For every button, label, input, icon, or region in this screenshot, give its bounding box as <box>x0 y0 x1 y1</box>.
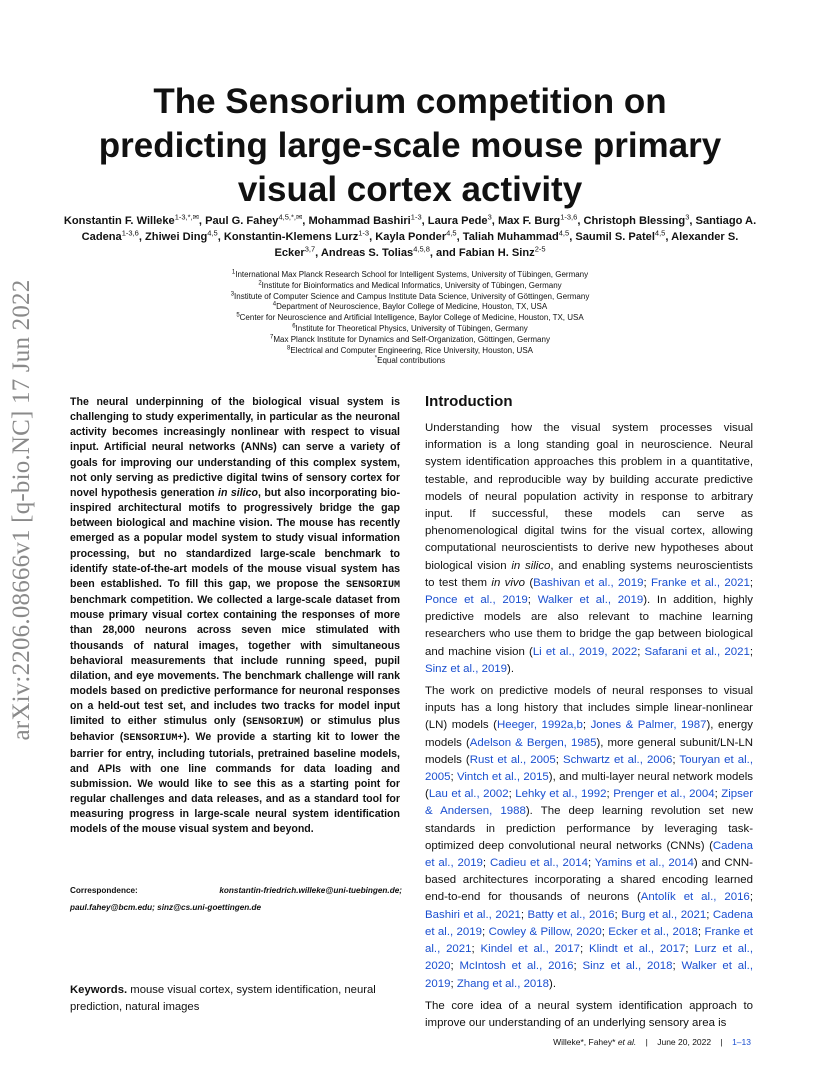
benchmark-name: SENSORIUM <box>246 717 301 729</box>
affiliation-text: Center for Neuroscience and Artificial Intelligence, Baylor College of Medicine, Houston, TX, USA <box>239 313 584 323</box>
text-run: ; <box>482 925 489 938</box>
author-affiliation-marks: 1-3 <box>358 228 370 238</box>
text-run: ( <box>525 576 534 589</box>
citation-link[interactable]: McIntosh et al., 2016 <box>459 960 574 973</box>
affiliation-text: Institute for Bioinformatics and Medical Informatics, University of Tübingen, Germany <box>261 280 562 290</box>
text-run: The core idea of a neural system identification approach to improve our understanding of an underlying sensory area is <box>425 999 753 1029</box>
citation-link[interactable]: Rust et al., 2005 <box>469 753 556 766</box>
footer-separator: | <box>645 1037 648 1047</box>
text-run: ; <box>672 753 680 766</box>
text-run: ; <box>450 771 457 784</box>
author-name: Christoph Blessing <box>583 215 686 227</box>
text-run: ; <box>471 943 481 956</box>
page-footer <box>553 1037 751 1047</box>
citation-link[interactable]: Antolík et al., 2016 <box>640 891 750 904</box>
text-run: ; <box>520 908 528 921</box>
affiliation-list <box>130 270 690 367</box>
affiliation-text: Electrical and Computer Engineering, Rice University, Houston, USA <box>290 345 533 355</box>
keywords-text: mouse visual cortex, system identification, neural prediction, natural images <box>70 984 376 1013</box>
author-name: Andreas S. Tolias <box>320 247 414 259</box>
text-run: ; <box>482 857 490 870</box>
author-affiliation-marks: 4,5 <box>558 228 570 238</box>
text-run: ). The deep learning revolution set new standards in prediction performance by leveraging task-optimized deep convolutional neural networks (CNNs) ( <box>425 805 754 852</box>
affiliation-item <box>130 324 690 335</box>
text-run: ; <box>714 788 722 801</box>
text-run: ; <box>582 719 591 732</box>
affiliation-item <box>130 346 690 357</box>
citation-link[interactable]: Jones & Palmer, 1987 <box>590 719 707 732</box>
text-run: ; <box>450 977 457 990</box>
citation-link[interactable]: Walker et al., 2019 <box>537 594 644 607</box>
text-run: The neural underpinning of the biological visual system is challenging to study experimentally, in particular as the neuronal activity becomes increasingly nonlinear with respect to visual input. Artificial neural networks (ANNs) can serve a variety of goals for improving our understanding of this complex system, not only serving as predictive digital twins of sensory cortex for novel hypothesis generation <box>70 396 400 499</box>
author-affiliation-marks: 1-3 <box>410 212 422 222</box>
italic-text: in silico <box>511 559 551 572</box>
text-run: ; <box>450 960 460 973</box>
affiliation-text: Institute for Theoretical Physics, University of Tübingen, Germany <box>295 323 528 333</box>
text-run: ), more general subunit/LN-LN models ( <box>425 736 754 766</box>
text-run: ; <box>749 645 753 658</box>
affiliation-number: 2 <box>258 280 262 287</box>
affiliation-item <box>130 335 690 346</box>
author-affiliation-marks: 4,5,8 <box>413 244 430 254</box>
affiliation-number: 8 <box>287 344 291 351</box>
affiliation-item <box>130 270 690 281</box>
text-run: ; <box>685 943 695 956</box>
affiliation-item <box>130 281 690 292</box>
citation-link[interactable]: Walker et al., 2019 <box>425 960 754 990</box>
author-affiliation-marks: 2-5 <box>534 244 546 254</box>
benchmark-name: SENSORIUM <box>345 579 400 591</box>
text-run: ; <box>749 576 754 589</box>
author-name: Konstantin-Klemens Lurz <box>223 231 359 243</box>
text-run: benchmark competition. We collected a large-scale dataset from mouse primary visual cortex containing the responses of more than 28,000 neurons across seven mice stimulated with thousands of natural images, together with simultaneous behavioral measurements that include running speed, pupil dilation, and eye movements. The benchmark challenge will rank models based on predictive performance for neuronal responses on a held-out test set, and includes two tracks for model input limited to either stimulus only ( <box>70 594 400 728</box>
citation-link[interactable]: Lehky et al., 1992 <box>515 788 607 801</box>
text-run: ; <box>508 788 516 801</box>
text-run: ). In addition, highly predictive models are also relevant to machine learning researchers who use them to bridge the gap between biological and machine vision ( <box>425 594 753 658</box>
text-run: ; <box>601 925 609 938</box>
introduction-body <box>425 420 753 1037</box>
citation-link[interactable]: Lau et al., 2002 <box>428 788 509 801</box>
text-run: ; <box>555 753 563 766</box>
citation-link[interactable]: Lurz et al., 2020 <box>425 943 754 973</box>
paper-title: The Sensorium competition on predicting large-scale mouse primary visual cortex activity <box>98 82 722 209</box>
citation-link[interactable]: Heeger, 1992a,b <box>496 719 583 732</box>
citation-link[interactable]: Touryan et al., 2005 <box>425 753 754 784</box>
affiliation-number: 5 <box>236 312 240 319</box>
text-run: The work on predictive models of neural responses to visual inputs has a long history that includes simple linear-nonlinear (LN) models ( <box>425 685 753 732</box>
text-run: ; <box>643 576 651 589</box>
correspondence-email-1[interactable]: konstantin-friedrich.willeke@uni-tuebingen.de; <box>219 886 402 895</box>
text-run: ). <box>549 977 557 990</box>
text-run: ; <box>580 943 590 956</box>
text-run: ) and CNN-based architectures incorporating a shared encoding learned end-to-end for thousands of neurons ( <box>425 857 753 904</box>
citation-link[interactable]: Zipser & Andersen, 1988 <box>425 788 754 818</box>
citation-link[interactable]: Kindel et al., 2017 <box>480 943 581 956</box>
keywords-block <box>70 982 402 1015</box>
footer-date: June 20, 2022 <box>657 1037 712 1047</box>
author-affiliation-marks: 3 <box>487 212 492 222</box>
affiliation-number: * <box>374 355 378 362</box>
citation-link[interactable]: Cadena et al., 2019 <box>425 908 753 938</box>
author-affiliation-marks: 4,5 <box>654 228 666 238</box>
author-name: Alexander S. Ecker <box>274 231 739 259</box>
author-name: Santiago A. Cadena <box>81 215 757 243</box>
footer-separator: | <box>720 1037 723 1047</box>
intro-paragraph <box>425 998 753 1032</box>
affiliation-item <box>130 292 690 303</box>
affiliation-number: 7 <box>270 334 274 341</box>
author-affiliation-marks: 4,5,*,✉ <box>278 212 303 222</box>
text-run: , and enabling systems neuroscientists to test them <box>425 559 753 589</box>
text-run: ; <box>637 645 645 658</box>
text-run: ). We provide a starting kit to lower the barrier for entry, including tutorials, pretrained baseline models, and APIs with one line commands for data loading and submission. We would like to see this as a starting point for regular challenges and data releases, and as a standard tool for measuring progress in large-scale neural system identification models of the mouse visual system and beyond. <box>70 731 400 836</box>
intro-paragraph <box>425 420 753 678</box>
citation-link[interactable]: Klindt et al., 2017 <box>589 943 686 956</box>
citation-link[interactable]: Zhang et al., 2018 <box>456 977 550 990</box>
text-run: ; <box>606 788 614 801</box>
abstract <box>70 395 400 838</box>
author-affiliation-marks: 1-3,*,✉ <box>174 212 199 222</box>
footer-page-range[interactable]: 1–13 <box>732 1037 751 1047</box>
citation-link[interactable]: Sinz et al., 2019 <box>425 662 508 675</box>
author-name: Taliah Muhammad <box>462 231 559 243</box>
affiliation-text: Institute of Computer Science and Campus Institute Data Science, University of Göttingen, Germany <box>234 291 590 301</box>
citation-link[interactable]: Prenger et al., 2004 <box>613 788 715 801</box>
correspondence-label: Correspondence: <box>70 886 138 895</box>
citation-link[interactable]: Cadena et al., 2019 <box>425 839 753 870</box>
citation-link[interactable]: Franke et al., 2021 <box>650 576 750 589</box>
text-run: ). <box>507 662 515 675</box>
footer-authors: Willeke*, Fahey* <box>553 1037 618 1047</box>
affiliation-text: Department of Neuroscience, Baylor College of Medicine, Houston, TX, USA <box>276 302 548 312</box>
author-affiliation-marks: 3,7 <box>304 244 316 254</box>
correspondence-email-2[interactable]: paul.fahey@bcm.edu; sinz@cs.uni-goettingen.de <box>70 902 262 912</box>
author-affiliation-marks: 3 <box>685 212 690 222</box>
affiliation-item <box>130 302 690 313</box>
author-name: Paul G. Fahey <box>205 215 279 227</box>
author-name: Kayla Ponder <box>375 231 447 243</box>
citation-link[interactable]: Ponce et al., 2019 <box>425 594 528 607</box>
text-run: ), and multi-layer neural network models ( <box>425 771 753 801</box>
citation-link[interactable]: Sinz et al., 2018 <box>582 960 673 973</box>
text-run: ; <box>527 594 538 607</box>
affiliation-text: Equal contributions <box>377 356 446 366</box>
italic-text: in vivo <box>491 576 525 589</box>
intro-paragraph <box>425 683 753 993</box>
author-list: Konstantin F. Willeke$^{1-3,*,✉}$, Paul G. Fahey$^{4,5,*,✉}$, Mohammad Bashiri$^{1-3}$, Laura Pede$^3$, Max F. Burg$^{1-3,6}$, Christoph Blessing$^3$, Santiago A. Cadena$^{1-3,6}$, Zhiwei Ding$^{4,5}$, Konstantin-Klemens Lurz$^{1-3}$, Kayla Ponder$^{4,5}$, Taliah Muhammad$^{4,5}$, Saumil S. Patel$^{4,5}$, Alexander S. Ecker$^{3,7}$, Andreas S. Tolias$^{4,5,8}$, and Fabian H. Sinz$^{2-5}$ <box>63 212 757 259</box>
author-affiliation-marks: 1-3,6 <box>121 228 139 238</box>
citation-link[interactable]: Adelson & Bergen, 1985 <box>469 736 597 749</box>
affiliation-text: International Max Planck Research School for Intelligent Systems, University of Tübingen, Germany <box>235 270 589 279</box>
text-run: Understanding how the visual system processes visual information is a long standing goal in neuroscience. Neural system identification approaches this problem in a quantitative, testable, and reproducible way by building accurate predictive models of neural population activity in response to arbitrary input. If successful, these models can serve as phenomenological digital twins for the visual cortex, allowing computational neuroscientists to derive new hypotheses about biological vision <box>425 422 753 572</box>
text-run: ; <box>587 857 595 870</box>
citation-link[interactable]: Cowley & Pillow, 2020 <box>488 925 602 938</box>
affiliation-item <box>130 356 690 367</box>
citation-link[interactable]: Safarani et al., 2021 <box>644 645 750 658</box>
citation-link[interactable]: Batty et al., 2016 <box>527 908 615 921</box>
author-affiliation-marks: 4,5 <box>207 228 218 238</box>
author-name: Laura Pede <box>427 215 488 227</box>
affiliation-item <box>130 313 690 324</box>
text-run: ; <box>697 925 705 938</box>
text-run: ; <box>672 960 682 973</box>
affiliation-text: Max Planck Institute for Dynamics and Self-Organization, Göttingen, Germany <box>273 334 550 344</box>
text-run: ; <box>614 908 622 921</box>
text-run: ) or stimulus plus behavior ( <box>70 715 400 744</box>
citation-link[interactable]: Ecker et al., 2018 <box>608 925 698 938</box>
author-name: Fabian H. Sinz <box>458 247 535 259</box>
section-heading-introduction: Introduction <box>425 393 513 410</box>
author-name: Konstantin F. Willeke <box>63 215 175 227</box>
citation-link[interactable]: Bashiri et al., 2021 <box>425 908 521 921</box>
affiliation-number: 3 <box>230 290 235 297</box>
author-affiliation-marks: 1-3,6 <box>560 212 578 222</box>
citation-link[interactable]: Burg et al., 2021 <box>621 908 707 921</box>
text-run: ; <box>706 908 713 921</box>
correspondence-block <box>70 883 402 916</box>
author-name: Saumil S. Patel <box>575 231 655 243</box>
text-run: ; <box>573 960 583 973</box>
italic-text: in silico <box>218 486 258 499</box>
citation-link[interactable]: Li et al., 2019, 2022 <box>532 645 638 658</box>
citation-link[interactable]: Franke et al., 2021 <box>425 925 753 956</box>
citation-link[interactable]: Vintch et al., 2015 <box>456 771 549 784</box>
text-run: ; <box>749 891 753 904</box>
author-name: Zhiwei Ding <box>145 231 208 243</box>
affiliation-number: 6 <box>292 323 296 330</box>
citation-link[interactable]: Yamins et al., 2014 <box>594 857 694 870</box>
text-run: , but also incorporating bio-inspired architectural motifs to progressively bridge the gap between biological and machine vision. The mouse has recently emerged as a popular model system to study visual information processing, but no standardized large-scale benchmark to identify state-of-the-art models of the mouse visual system has been established. To fill this gap, we propose the <box>70 486 400 590</box>
benchmark-name: SENSORIUM+ <box>123 733 184 745</box>
author-affiliation-marks: 4,5 <box>446 228 457 238</box>
citation-link[interactable]: Cadieu et al., 2014 <box>489 857 588 870</box>
affiliation-number: 1 <box>231 269 236 276</box>
footer-et-al: et al. <box>617 1037 637 1047</box>
author-name: Max F. Burg <box>497 215 561 227</box>
text-run: ), energy models ( <box>425 719 753 749</box>
citation-link[interactable]: Bashivan et al., 2019 <box>533 576 644 589</box>
keywords-label: Keywords. <box>70 984 128 996</box>
arxiv-identifier-stamp: arXiv:2206.08666v1 [q-bio.NC] 17 Jun 2022 <box>8 279 35 741</box>
author-name: Mohammad Bashiri <box>308 215 411 227</box>
citation-link[interactable]: Schwartz et al., 2006 <box>562 753 673 766</box>
affiliation-number: 4 <box>272 301 277 308</box>
